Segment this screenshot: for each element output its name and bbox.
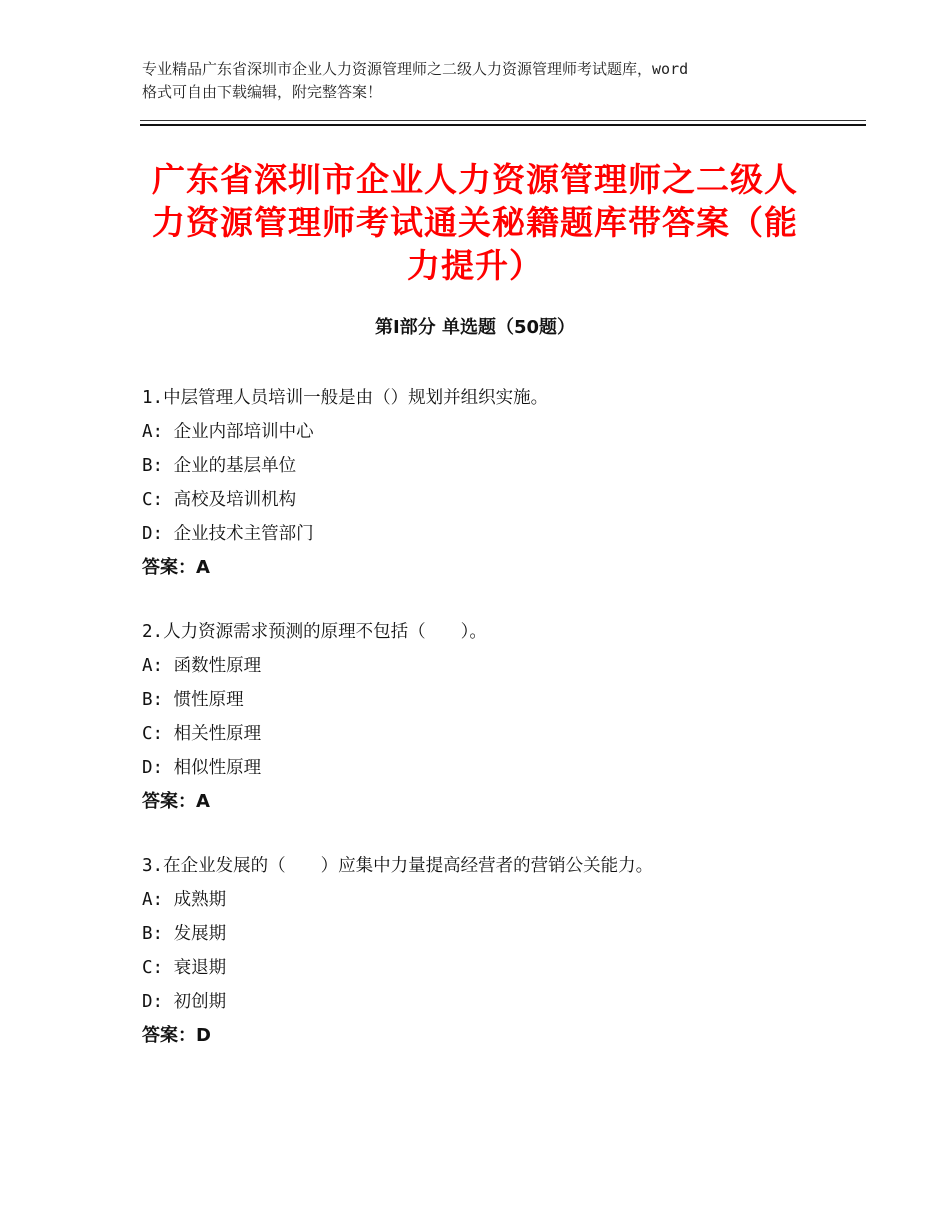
option-c: C: 衰退期 <box>142 958 227 978</box>
divider-thin-line <box>140 120 866 121</box>
answer-label: 答案：D <box>142 1025 211 1046</box>
answer-label: 答案：A <box>142 557 210 578</box>
document-title-line-2: 力资源管理师考试通关秘籍题库带答案（能 <box>152 203 798 242</box>
question-stem: 2.人力资源需求预测的原理不包括（ ）。 <box>142 622 487 642</box>
divider-thick-line <box>140 124 866 126</box>
option-d: D: 初创期 <box>142 992 227 1012</box>
question-stem: 3.在企业发展的（ ）应集中力量提高经营者的营销公关能力。 <box>142 856 654 876</box>
option-d: D: 相似性原理 <box>142 758 262 778</box>
header-note <box>142 58 822 104</box>
document-title-line-1: 广东省深圳市企业人力资源管理师之二级人 <box>152 160 798 199</box>
question-2 <box>142 615 842 819</box>
section-title: 第Ⅰ部分 单选题（50题） <box>374 317 575 338</box>
option-b: B: 企业的基层单位 <box>142 456 297 476</box>
option-c: C: 高校及培训机构 <box>142 490 297 510</box>
document-title <box>140 158 810 287</box>
option-b: B: 发展期 <box>142 924 227 944</box>
option-c: C: 相关性原理 <box>142 724 262 744</box>
header-note-line-1: 专业精品广东省深圳市企业人力资源管理师之二级人力资源管理师考试题库，word <box>142 60 689 78</box>
answer-label: 答案：A <box>142 791 210 812</box>
option-a: A: 企业内部培训中心 <box>142 422 314 442</box>
option-a: A: 函数性原理 <box>142 656 262 676</box>
question-list <box>142 381 842 1083</box>
header-note-line-2: 格式可自由下载编辑，附完整答案！ <box>142 83 383 101</box>
question-stem: 1.中层管理人员培训一般是由（）规划并组织实施。 <box>142 388 549 408</box>
question-1 <box>142 381 842 585</box>
option-b: B: 惯性原理 <box>142 690 244 710</box>
header-divider <box>140 120 866 126</box>
option-d: D: 企业技术主管部门 <box>142 524 314 544</box>
document-title-line-3: 力提升） <box>407 246 543 285</box>
option-a: A: 成熟期 <box>142 890 227 910</box>
question-3 <box>142 849 842 1053</box>
